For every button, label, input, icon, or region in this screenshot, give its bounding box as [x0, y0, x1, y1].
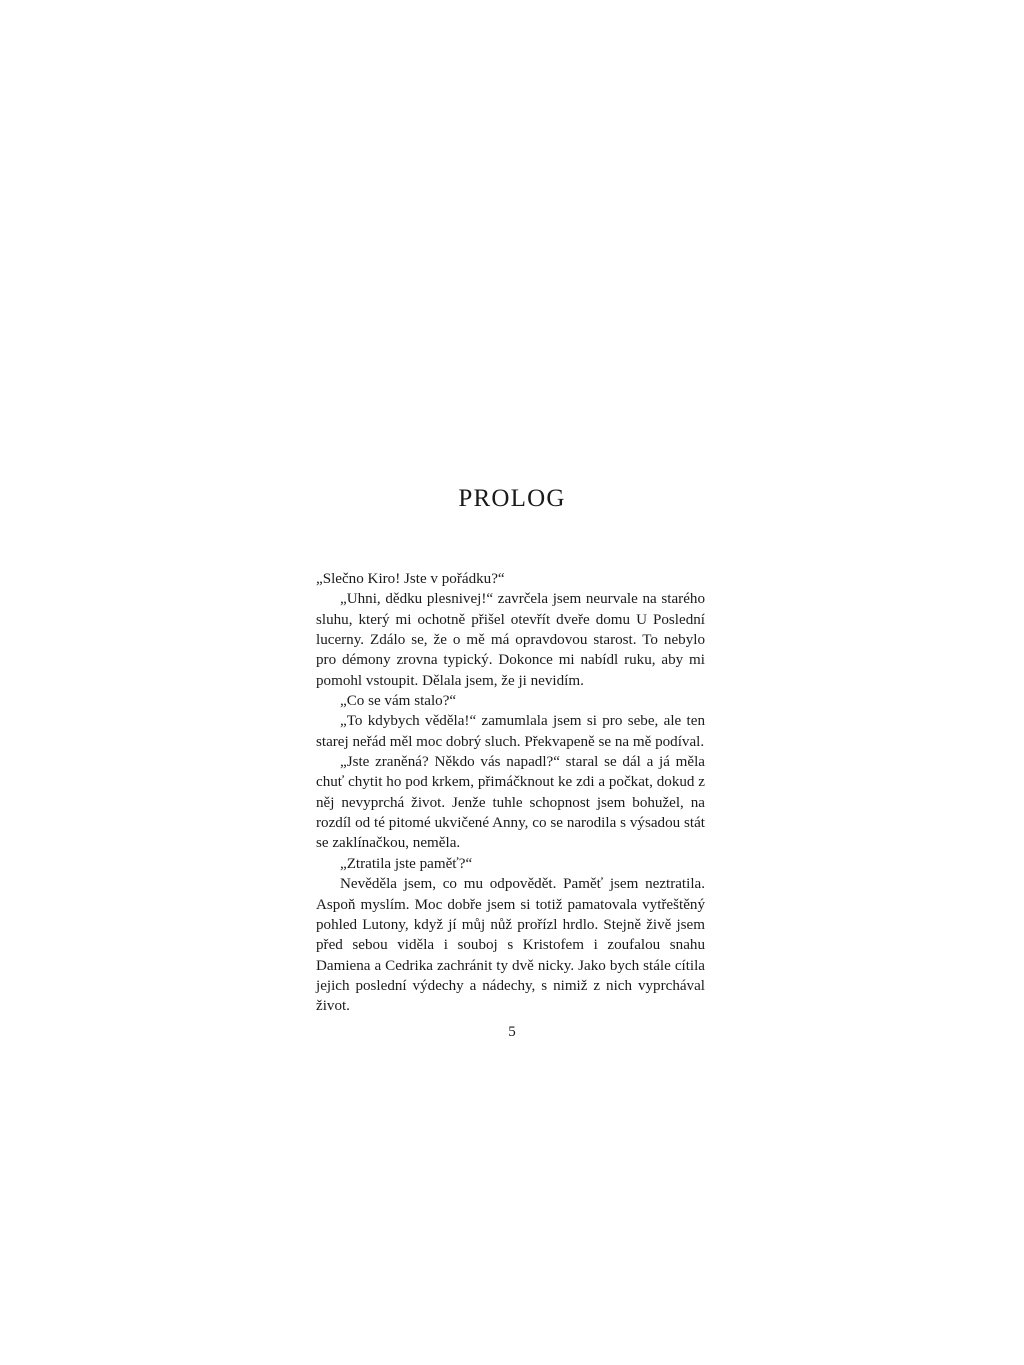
- paragraph: „To kdybych věděla!“ zamumlala jsem si pro sebe, ale ten starej neřád měl moc dobrý sluch. Překvapeně se na mě podíval.: [316, 713, 705, 750]
- paragraph: Nevěděla jsem, co mu odpovědět. Paměť jsem neztratila. Aspoň myslím. Moc dobře jsem si totiž pamatovala vytřeštěný pohled Lutony, když jí můj nůž prořízl hrdlo. Stejně živě jsem před sebou viděla i souboj s Kristofem i zoufalou snahu Damiena a Cedrika zachránit ty dvě nicky. Jako bych stále cítila jejich poslední výdechy a nádechy, s nimiž z nich vyprchával život.: [316, 876, 705, 1015]
- chapter-body: [316, 569, 705, 1017]
- page-number: 5: [508, 1024, 516, 1040]
- paragraph: „Co se vám stalo?“: [340, 693, 457, 710]
- paragraph: „Slečno Kiro! Jste v pořádku?“: [316, 571, 505, 587]
- paragraph: „Ztratila jste paměť?“: [340, 855, 473, 872]
- chapter-title: PROLOG: [458, 485, 566, 512]
- paragraph: „Jste zraněná? Někdo vás napadl?“ staral se dál a já měla chuť chytit ho pod krkem, přimáčknout ke zdi a počkat, dokud z něj nevyprchá život. Jenže tuhle schopnost jsem bohužel, na rozdíl od té pitomé ukvičené Anny, co se narodila s výsadou stát se zaklínačkou, neměla.: [316, 754, 705, 852]
- paragraph: „Uhni, dědku plesnivej!“ zavrčela jsem neurvale na starého sluhu, který mi ochotně přišel otevřít dveře domu U Poslední lucerny. Zdálo se, že o mě má opravdovou starost. To nebylo pro démony zrovna typický. Dokonce mi nabídl ruku, aby mi pomohl vstoupit. Dělala jsem, že ji nevidím.: [316, 591, 705, 689]
